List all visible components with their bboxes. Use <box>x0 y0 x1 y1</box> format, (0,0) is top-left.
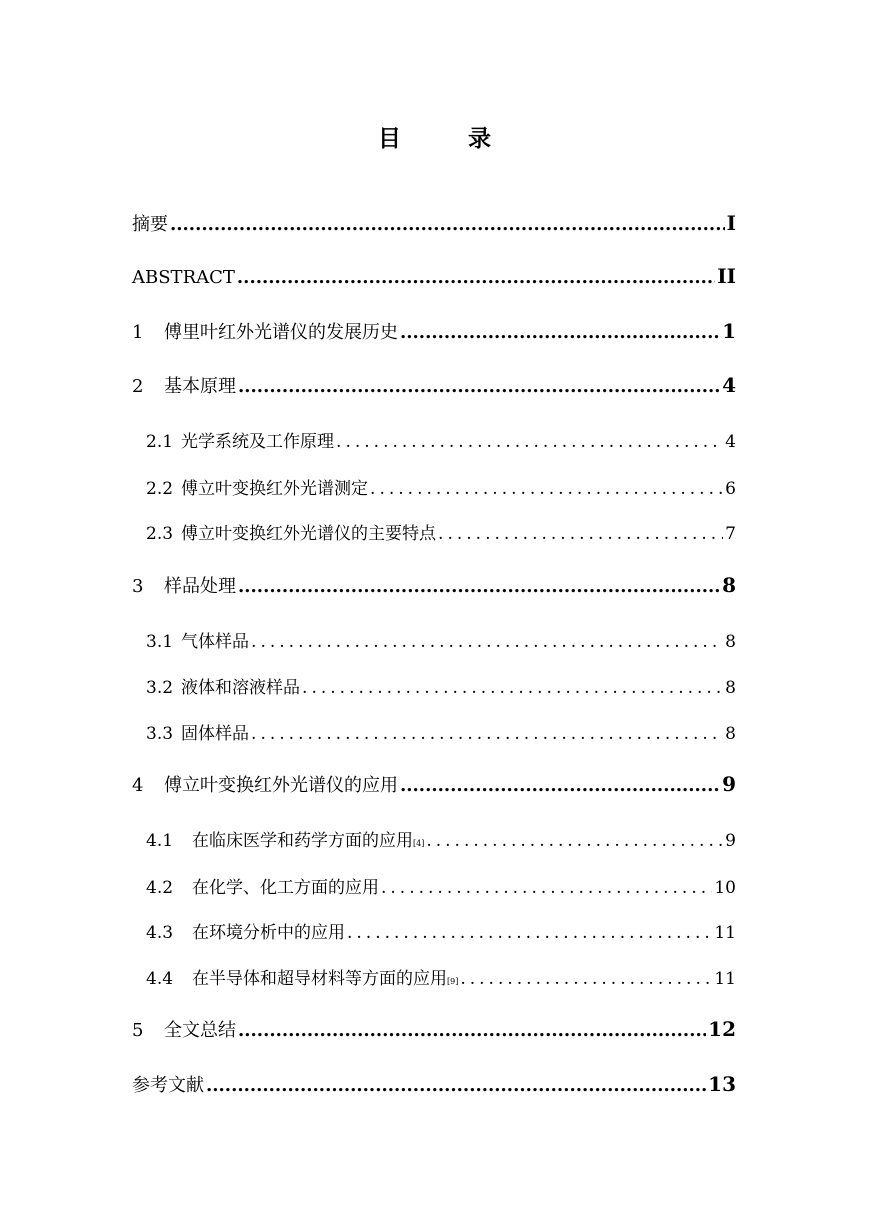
toc-page-number: 11 <box>714 923 736 943</box>
toc-entry-chapter-2[interactable] <box>132 372 736 398</box>
toc-entry-number: 5 <box>132 1020 144 1041</box>
toc-entry-number: 3.3 <box>146 724 174 744</box>
toc-entry-text: 基本原理 <box>164 376 236 397</box>
toc-page-number: 9 <box>725 831 736 851</box>
toc-leader <box>400 775 720 796</box>
toc-leader <box>370 479 723 499</box>
toc-leader <box>438 524 723 544</box>
toc-entry-abstract-cn[interactable] <box>132 210 736 236</box>
toc-entry-references[interactable] <box>132 1071 736 1097</box>
toc-page-number: 4 <box>722 373 736 397</box>
toc-page-number: 13 <box>708 1072 736 1096</box>
toc-entry-section-3-3[interactable] <box>146 719 736 744</box>
toc-entry-abstract-en[interactable] <box>132 264 736 288</box>
toc-entry-text: 样品处理 <box>164 576 236 597</box>
toc-entry-chapter-5[interactable] <box>132 1016 736 1042</box>
toc-page-number: 6 <box>725 479 736 499</box>
toc-page-number: 8 <box>725 632 736 652</box>
toc-entry-section-2-2[interactable] <box>146 474 736 499</box>
toc-leader <box>336 432 723 452</box>
toc-entry-chapter-4[interactable] <box>132 771 736 797</box>
toc-page-number: 11 <box>714 969 736 989</box>
toc-entry-section-4-4[interactable]: 4.4 在半导体和超导材料等方面的应用 [9] ..... 11 <box>146 964 736 989</box>
toc-leader <box>251 724 723 744</box>
toc-page-number: 12 <box>708 1017 736 1041</box>
toc-title: 目 录 <box>378 125 513 152</box>
toc-entry-text: 全文总结 <box>164 1020 236 1041</box>
toc-leader <box>381 878 712 898</box>
toc-entry-section-2-1[interactable] <box>146 427 736 452</box>
toc-entry-text: 傅里叶红外光谱仪的发展历史 <box>164 322 398 343</box>
toc-entry-text: 光学系统及工作原理 <box>181 432 335 452</box>
toc-page-number: 4 <box>725 432 736 452</box>
toc-page-number: 8 <box>725 724 736 744</box>
toc-entry-chapter-1[interactable] <box>132 318 736 344</box>
toc-leader <box>302 678 723 698</box>
toc-entry-text: 在化学、化工方面的应用 <box>192 878 379 898</box>
toc-entry-text: 在临床医学和药学方面的应用 <box>192 831 413 851</box>
toc-entry-text: 参考文献 <box>132 1075 204 1096</box>
toc-page-number: 8 <box>722 573 736 597</box>
toc-page-number: 1 <box>722 319 736 343</box>
toc-entry-text: 固体样品 <box>181 724 250 744</box>
toc-page-number: II <box>717 264 736 288</box>
toc-leader <box>237 267 715 288</box>
toc-leader <box>426 831 723 851</box>
toc-entry-text: 在半导体和超导材料等方面的应用 <box>192 969 447 989</box>
toc-leader <box>238 1020 706 1041</box>
toc-leader <box>400 322 720 343</box>
toc-page-number: 7 <box>725 524 736 544</box>
toc-entry-text: ABSTRACT <box>132 267 235 288</box>
toc-entry-number: 2.1 <box>146 432 174 452</box>
toc-entry-text: 在环境分析中的应用 <box>192 923 345 943</box>
toc-entry-number: 4.2 <box>146 878 174 898</box>
toc-entry-number: 4.3 <box>146 923 174 943</box>
toc-leader <box>347 923 712 943</box>
toc-entry-number: 4 <box>132 775 144 796</box>
toc-leader <box>206 1075 706 1096</box>
toc-entry-text: 气体样品 <box>181 632 250 652</box>
toc-entry-text: 傅立叶变换红外光谱仪的应用 <box>164 775 398 796</box>
toc-entry-number: 4.4 <box>146 969 174 989</box>
toc-page-number: I <box>726 211 736 235</box>
toc-entry-text: 摘要 <box>132 214 168 235</box>
toc-entry-number: 2.2 <box>146 479 174 499</box>
toc-entry-number: 2.3 <box>146 524 174 544</box>
toc-entry-section-2-3[interactable] <box>146 519 736 544</box>
toc-entry-number: 3 <box>132 576 144 597</box>
toc-entry-section-3-2[interactable] <box>146 673 736 698</box>
toc-entry-number: 2 <box>132 376 144 397</box>
toc-page-number: 8 <box>725 678 736 698</box>
toc-entry-section-4-2[interactable] <box>146 873 736 898</box>
toc-entry-text: 傅立叶变换红外光谱测定 <box>181 479 369 499</box>
toc-entry-number: 3.2 <box>146 678 174 698</box>
toc-entry-number: 1 <box>132 322 144 343</box>
toc-entry-section-4-3[interactable] <box>146 918 736 943</box>
toc-entry-text: 液体和溶液样品 <box>181 678 301 698</box>
toc-leader <box>238 376 720 397</box>
toc-entry-section-3-1[interactable] <box>146 627 736 652</box>
toc-entry-number: 3.1 <box>146 632 174 652</box>
toc-entry-text: 傅立叶变换红外光谱仪的主要特点 <box>181 524 437 544</box>
toc-entry-section-4-1[interactable]: 4.1 在临床医学和药学方面的应用 [4] ..... 9 <box>146 826 736 851</box>
toc-leader <box>460 969 712 989</box>
toc-page-number: 10 <box>714 878 736 898</box>
toc-leader <box>170 214 725 235</box>
toc-entry-number: 4.1 <box>146 831 174 851</box>
toc-leader <box>251 632 723 652</box>
toc-entry-chapter-3[interactable] <box>132 572 736 598</box>
toc-leader <box>238 576 720 597</box>
toc-page-number: 9 <box>722 772 736 796</box>
